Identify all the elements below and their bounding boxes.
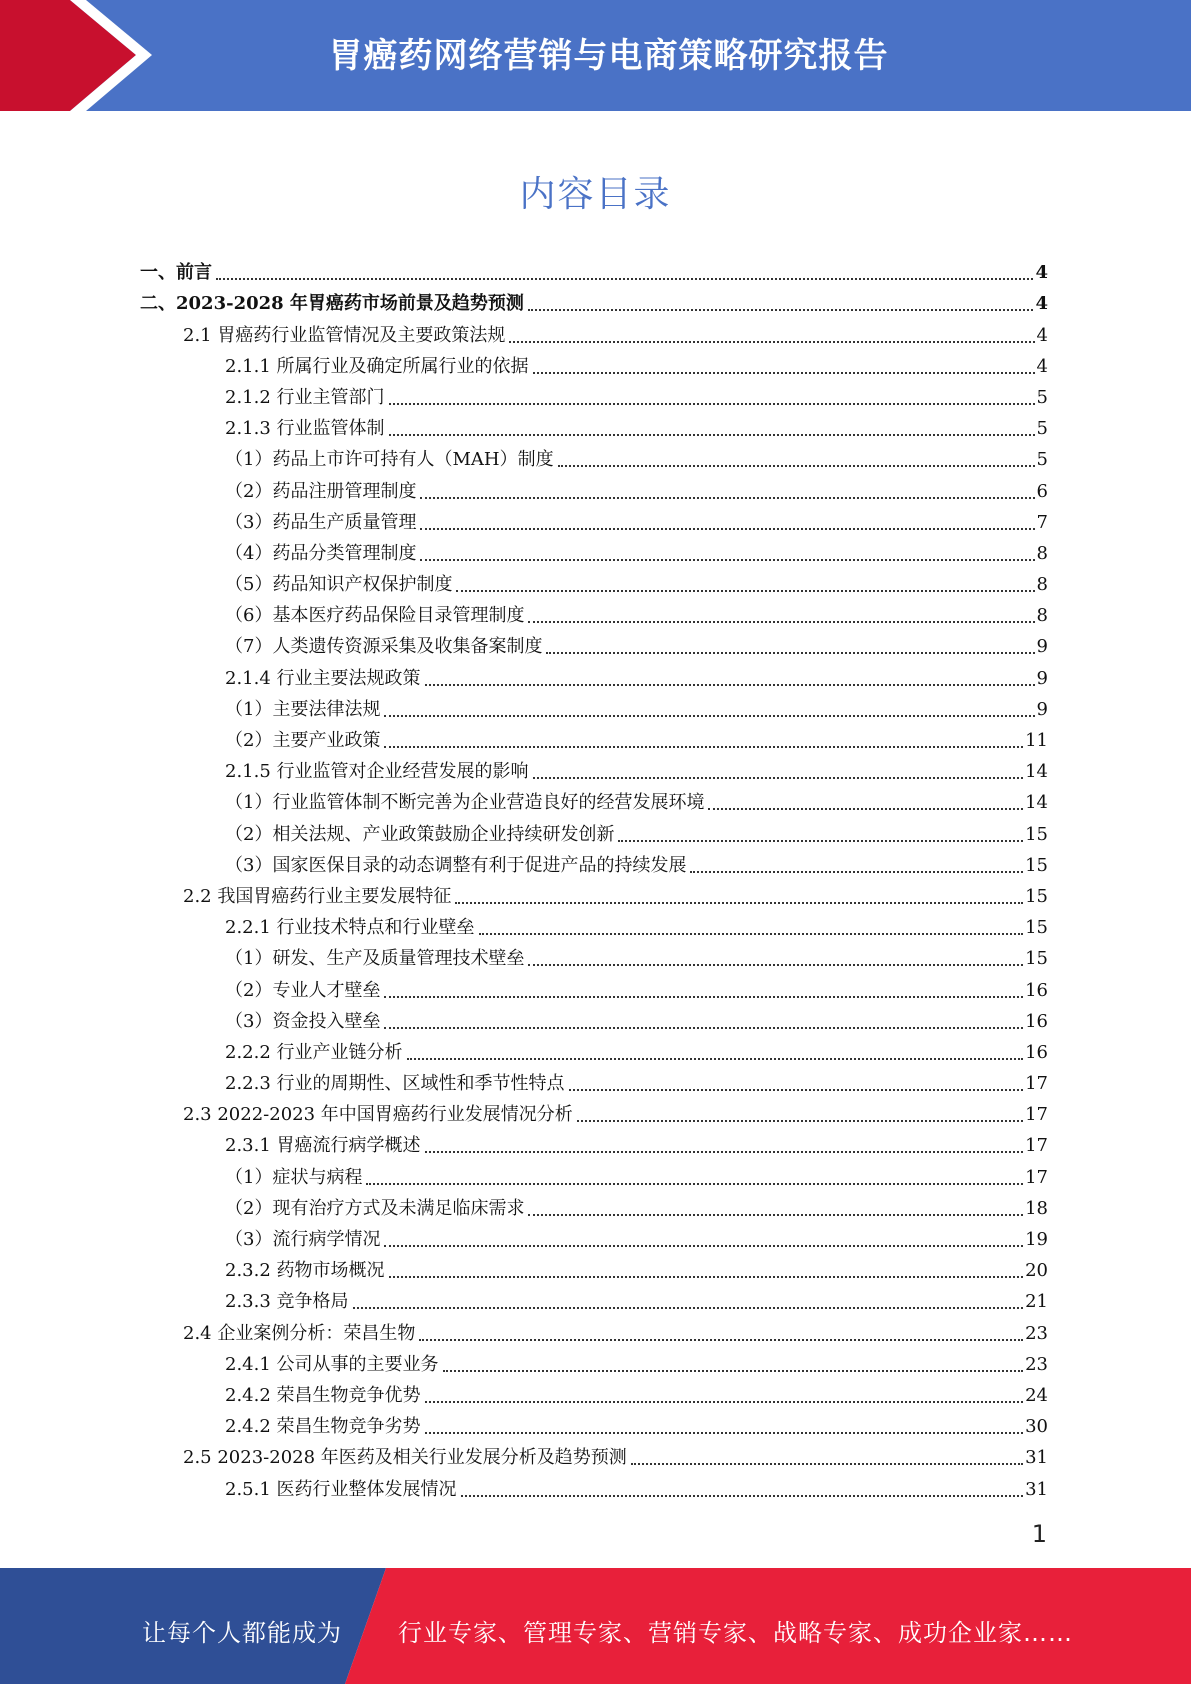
toc-entry-label: （6）基本医疗药品保险目录管理制度 (225, 605, 525, 627)
toc-entry-page: 4 (1035, 262, 1048, 284)
toc-entry-label: 2.4.1 公司从事的主要业务 (225, 1353, 439, 1375)
toc-dot-leader (455, 902, 1023, 904)
toc-entry-label: 二、2023-2028 年胃癌药市场前景及趋势预测 (140, 293, 524, 315)
toc-dot-leader (533, 777, 1024, 779)
toc-entry[interactable] (140, 471, 1048, 502)
toc-dot-leader (509, 341, 1034, 343)
toc-dot-leader (425, 1432, 1024, 1434)
toc-entry-page: 18 (1025, 1197, 1048, 1219)
toc-entry[interactable] (140, 1189, 1048, 1220)
toc-entry[interactable] (140, 1282, 1048, 1313)
toc-entry-label: 2.1 胃癌药行业监管情况及主要政策法规 (183, 324, 506, 346)
toc-entry-page: 15 (1025, 917, 1048, 939)
toc-entry[interactable] (140, 596, 1048, 627)
toc-entry-page: 17 (1025, 1166, 1048, 1188)
toc-entry-label: （2）专业人才壁垒 (225, 979, 381, 1001)
toc-dot-leader (384, 996, 1023, 998)
toc-entry-page: 19 (1025, 1229, 1048, 1250)
toc-entry-label: 2.5.1 医药行业整体发展情况 (225, 1478, 457, 1500)
toc-entry-page: 15 (1025, 823, 1048, 845)
footer-band (0, 1568, 1191, 1684)
toc-dot-leader (528, 1214, 1023, 1216)
toc-entry-page: 4 (1036, 355, 1048, 377)
toc-entry-page: 16 (1025, 1010, 1048, 1032)
page-number: 1 (1031, 1520, 1047, 1548)
toc-entry-label: （3）资金投入壁垒 (225, 1010, 381, 1032)
toc-entry-page: 17 (1025, 1073, 1048, 1095)
toc-entry[interactable] (140, 409, 1048, 440)
toc-entry[interactable] (140, 877, 1048, 908)
toc-entry-label: （2）药品注册管理制度 (225, 480, 417, 502)
toc-entry-label: （2）现有治疗方式及未满足临床需求 (225, 1197, 525, 1219)
table-of-contents (140, 253, 1048, 1501)
toc-entry[interactable] (140, 565, 1048, 596)
toc-entry-label: （1）药品上市许可持有人（MAH）制度 (225, 449, 554, 471)
toc-entry[interactable] (140, 534, 1048, 565)
footer-slogan-right: 行业专家、管理专家、营销专家、战略专家、成功企业家…… (398, 1619, 1073, 1647)
toc-dot-leader (366, 1183, 1023, 1185)
toc-dot-leader (528, 964, 1023, 966)
toc-entry[interactable] (140, 503, 1048, 534)
toc-dot-leader (353, 1307, 1024, 1309)
toc-dot-leader (690, 871, 1023, 873)
toc-dot-leader (389, 1276, 1024, 1278)
toc-entry[interactable] (140, 253, 1048, 284)
toc-dot-leader (425, 1401, 1024, 1403)
toc-entry-page: 8 (1036, 542, 1048, 564)
toc-entry[interactable] (140, 690, 1048, 721)
toc-entry-label: 2.1.4 行业主要法规政策 (225, 667, 421, 689)
toc-entry-page: 5 (1036, 418, 1048, 440)
toc-entry-label: 2.3 2022-2023 年中国胃癌药行业发展情况分析 (183, 1104, 573, 1126)
toc-entry-page: 4 (1035, 293, 1048, 315)
toc-entry-label: 2.2.3 行业的周期性、区域性和季节性特点 (225, 1073, 565, 1095)
toc-dot-leader (389, 434, 1035, 436)
toc-entry[interactable] (140, 1251, 1048, 1282)
toc-entry[interactable] (140, 347, 1048, 378)
toc-entry-label: 2.5 2023-2028 年医药及相关行业发展分析及趋势预测 (183, 1447, 627, 1469)
toc-dot-leader (456, 590, 1034, 592)
toc-entry[interactable] (140, 939, 1048, 970)
toc-dot-leader (577, 1120, 1023, 1122)
toc-entry-label: 2.4.2 荣昌生物竞争劣势 (225, 1416, 421, 1438)
toc-entry-page: 23 (1025, 1322, 1048, 1344)
toc-entry-page: 4 (1036, 324, 1048, 346)
toc-entry-page: 16 (1025, 1041, 1048, 1063)
toc-entry-label: （3）药品生产质量管理 (225, 511, 417, 533)
toc-entry-page: 8 (1036, 605, 1048, 627)
toc-entry[interactable] (140, 1345, 1048, 1376)
toc-entry-page: 9 (1036, 636, 1048, 658)
toc-dot-leader (533, 372, 1035, 374)
toc-entry[interactable] (140, 284, 1048, 315)
toc-dot-leader (384, 715, 1034, 717)
toc-dot-leader (528, 621, 1034, 623)
toc-dot-leader (420, 497, 1034, 499)
toc-entry-label: （1）研发、生产及质量管理技术壁垒 (225, 948, 525, 970)
toc-entry[interactable] (140, 846, 1048, 877)
toc-entry[interactable] (140, 315, 1048, 346)
toc-dot-leader (708, 808, 1023, 810)
toc-entry-label: 2.4.2 荣昌生物竞争优势 (225, 1384, 421, 1406)
toc-dot-leader (420, 528, 1034, 530)
toc-entry[interactable] (140, 1033, 1048, 1064)
toc-entry-page: 17 (1025, 1135, 1048, 1157)
toc-entry-label: （2）主要产业政策 (225, 730, 381, 751)
toc-entry-label: 2.4 企业案例分析：荣昌生物 (183, 1322, 416, 1344)
toc-entry[interactable] (140, 1095, 1048, 1126)
toc-entry-label: （1）症状与病程 (225, 1166, 363, 1188)
toc-heading: 内容目录 (519, 174, 672, 215)
toc-dot-leader (618, 840, 1023, 842)
toc-entry[interactable] (140, 1376, 1048, 1407)
toc-entry-label: 2.3.1 胃癌流行病学概述 (225, 1135, 421, 1157)
toc-dot-leader (384, 1027, 1023, 1029)
toc-dot-leader (216, 278, 1033, 280)
toc-entry[interactable] (140, 752, 1048, 783)
toc-entry-page: 14 (1025, 761, 1048, 783)
toc-dot-leader (528, 309, 1034, 311)
toc-entry[interactable] (140, 814, 1048, 845)
toc-entry-page: 6 (1036, 480, 1048, 502)
toc-entry-label: （3）国家医保目录的动态调整有利于促进产品的持续发展 (225, 854, 687, 876)
toc-entry-page: 16 (1025, 979, 1048, 1001)
toc-entry-label: （3）流行病学情况 (225, 1229, 381, 1250)
toc-entry[interactable] (140, 658, 1048, 689)
toc-entry[interactable] (140, 1126, 1048, 1157)
toc-entry-page: 21 (1025, 1291, 1048, 1313)
report-title: 胃癌药网络营销与电商策略研究报告 (328, 36, 889, 76)
toc-entry[interactable] (140, 970, 1048, 1001)
toc-entry-label: （4）药品分类管理制度 (225, 542, 417, 564)
toc-entry-label: （5）药品知识产权保护制度 (225, 574, 453, 596)
toc-entry-page: 7 (1036, 511, 1048, 533)
toc-entry[interactable] (140, 378, 1048, 409)
toc-entry-label: 2.1.5 行业监管对企业经营发展的影响 (225, 761, 529, 783)
toc-dot-leader (569, 1089, 1024, 1091)
toc-entry-page: 15 (1025, 854, 1048, 876)
toc-entry-label: 2.1.1 所属行业及确定所属行业的依据 (225, 355, 529, 377)
toc-entry-page: 23 (1025, 1353, 1048, 1375)
toc-entry-page: 8 (1036, 574, 1048, 596)
toc-entry-label: 2.1.2 行业主管部门 (225, 386, 385, 408)
toc-entry-label: （2）相关法规、产业政策鼓励企业持续研发创新 (225, 823, 615, 845)
toc-dot-leader (425, 1151, 1024, 1153)
toc-dot-leader (443, 1370, 1024, 1372)
toc-dot-leader (479, 933, 1024, 935)
toc-entry-page: 15 (1025, 948, 1048, 970)
toc-dot-leader (407, 1058, 1024, 1060)
header-band (0, 0, 1191, 111)
toc-dot-leader (384, 746, 1023, 748)
toc-entry[interactable] (140, 1407, 1048, 1438)
toc-entry-page: 11 (1025, 730, 1048, 751)
toc-entry-page: 30 (1025, 1416, 1048, 1438)
toc-entry-page: 9 (1036, 698, 1048, 720)
toc-entry[interactable] (140, 627, 1048, 658)
toc-dot-leader (389, 403, 1035, 405)
toc-entry-page: 31 (1025, 1447, 1048, 1469)
toc-entry-label: 2.1.3 行业监管体制 (225, 418, 385, 440)
toc-entry-page: 5 (1036, 386, 1048, 408)
toc-entry[interactable] (140, 908, 1048, 939)
toc-entry[interactable] (140, 1313, 1048, 1344)
toc-entry-label: 一、前言 (140, 262, 212, 284)
toc-entry[interactable] (140, 1220, 1048, 1251)
toc-entry-page: 20 (1025, 1260, 1048, 1282)
toc-dot-leader (558, 465, 1035, 467)
toc-entry-page: 24 (1025, 1384, 1048, 1406)
toc-entry-page: 9 (1036, 667, 1048, 689)
toc-entry-label: 2.3.3 竞争格局 (225, 1291, 349, 1313)
toc-entry[interactable] (140, 1064, 1048, 1095)
toc-entry-label: 2.2.1 行业技术特点和行业壁垒 (225, 917, 475, 939)
toc-entry[interactable] (140, 1469, 1048, 1500)
toc-dot-leader (425, 684, 1035, 686)
toc-dot-leader (631, 1463, 1023, 1465)
toc-entry[interactable] (140, 721, 1048, 752)
toc-entry[interactable] (140, 783, 1048, 814)
toc-entry-label: 2.2.2 行业产业链分析 (225, 1041, 403, 1063)
toc-entry[interactable] (140, 440, 1048, 471)
toc-entry-label: （1）行业监管体制不断完善为企业营造良好的经营发展环境 (225, 792, 705, 814)
toc-dot-leader (546, 652, 1034, 654)
toc-entry-label: 2.3.2 药物市场概况 (225, 1260, 385, 1282)
toc-entry-page: 31 (1025, 1478, 1048, 1500)
toc-dot-leader (384, 1245, 1023, 1247)
toc-entry[interactable] (140, 1002, 1048, 1033)
toc-entry[interactable] (140, 1438, 1048, 1469)
toc-dot-leader (419, 1339, 1023, 1341)
toc-dot-leader (420, 559, 1034, 561)
toc-entry-page: 15 (1025, 885, 1048, 907)
toc-dot-leader (461, 1495, 1024, 1497)
toc-entry[interactable] (140, 1157, 1048, 1188)
toc-entry-page: 14 (1025, 792, 1048, 814)
toc-entry-page: 17 (1025, 1104, 1048, 1126)
footer-slogan-left: 让每个人都能成为 (142, 1619, 342, 1647)
toc-entry-page: 5 (1036, 449, 1048, 471)
toc-entry-label: 2.2 我国胃癌药行业主要发展特征 (183, 885, 452, 907)
toc-entry-label: （1）主要法律法规 (225, 698, 381, 720)
toc-entry-label: （7）人类遗传资源采集及收集备案制度 (225, 636, 543, 658)
